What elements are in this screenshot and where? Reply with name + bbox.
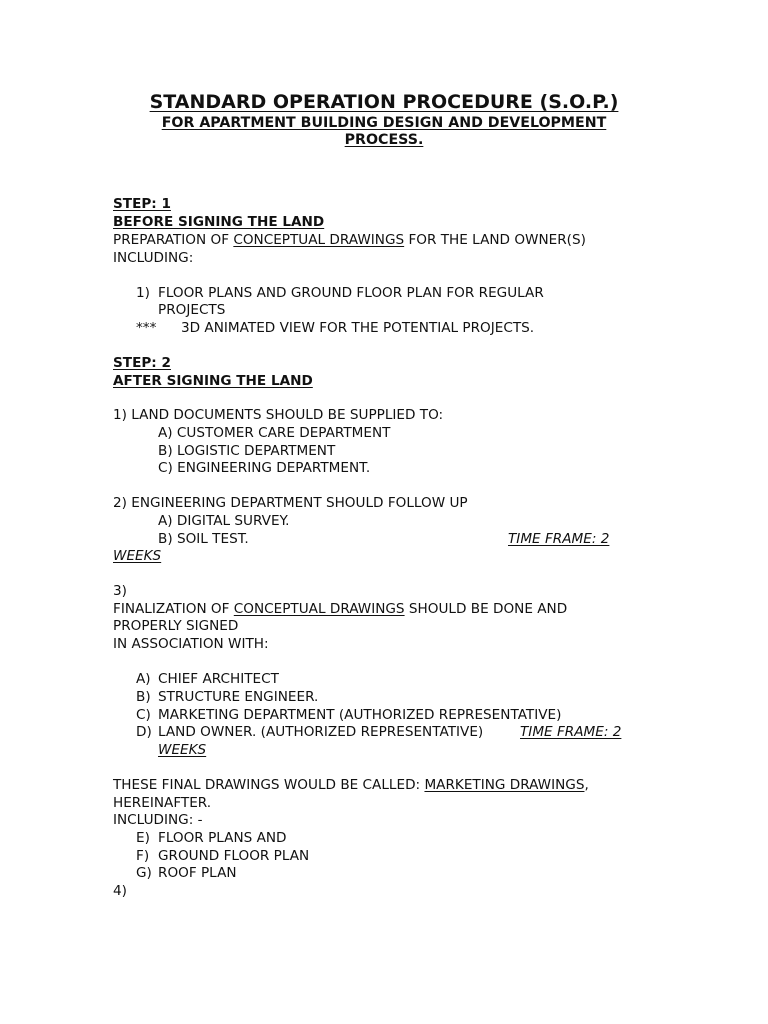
finalization-line [113,600,567,618]
list-item: A) DIGITAL SURVEY. [158,513,290,529]
final-drawings-text: THESE FINAL DRAWINGS WOULD BE CALLED: [113,777,425,793]
document-subtitle-line-2: PROCESS. [344,132,424,148]
including-line: INCLUDING: - [113,812,203,828]
step-2-point-2-intro: 2) ENGINEERING DEPARTMENT SHOULD FOLLOW UP [113,495,468,511]
list-marker: F) [136,848,150,864]
step-2-point-3-number: 3) [113,583,127,599]
document-subtitle-line-1: FOR APARTMENT BUILDING DESIGN AND DEVELOPMENT [161,115,607,131]
step-1-label: STEP: 1 [113,196,171,212]
list-marker: G) [136,865,152,881]
list-item: A) CUSTOMER CARE DEPARTMENT [158,425,391,441]
list-item: B) LOGISTIC DEPARTMENT [158,443,336,459]
list-item: STRUCTURE ENGINEER. [158,689,319,705]
step-1-item-1-line-1: FLOOR PLANS AND GROUND FLOOR PLAN FOR REGULAR [158,285,544,301]
time-frame-label: TIME FRAME: 2 [508,531,610,547]
step-1-heading: BEFORE SIGNING THE LAND [113,214,325,230]
list-item: C) ENGINEERING DEPARTMENT. [158,460,371,476]
step-1-item-2: 3D ANIMATED VIEW FOR THE POTENTIAL PROJECTS. [181,320,535,336]
list-marker: C) [136,707,151,723]
list-marker: 1) [136,285,150,301]
association-line: IN ASSOCIATION WITH: [113,636,269,652]
hereinafter-line: HEREINAFTER. [113,795,212,811]
list-item: FLOOR PLANS AND [158,830,287,846]
conceptual-drawings-term: CONCEPTUAL DRAWINGS [233,232,405,248]
step-2-point-4-number: 4) [113,883,127,899]
properly-signed-line: PROPERLY SIGNED [113,618,239,634]
list-marker: *** [136,320,157,336]
list-item: LAND OWNER. (AUTHORIZED REPRESENTATIVE) [158,724,484,740]
finalization-text: FINALIZATION OF [113,601,234,617]
step-2-heading: AFTER SIGNING THE LAND [113,373,313,389]
list-item: GROUND FLOOR PLAN [158,848,310,864]
time-frame-label: TIME FRAME: 2 [520,724,622,740]
step-1-item-1-line-2: PROJECTS [158,302,226,318]
list-item: ROOF PLAN [158,865,237,881]
step-2-point-1-intro: 1) LAND DOCUMENTS SHOULD BE SUPPLIED TO: [113,407,444,423]
preparation-text: PREPARATION OF [113,232,234,248]
land-owner-text: FOR THE LAND OWNER(S) [404,232,586,248]
step-1-including: INCLUDING: [113,250,194,266]
time-frame-weeks: WEEKS [158,742,207,758]
list-marker: B) [136,689,151,705]
list-marker: D) [136,724,152,740]
time-frame-weeks: WEEKS [113,548,162,564]
list-item: B) SOIL TEST. [158,531,249,547]
conceptual-drawings-term: CONCEPTUAL DRAWINGS [233,601,405,617]
step-1-preparation-line [113,231,586,249]
document-title: STANDARD OPERATION PROCEDURE (S.O.P.) [149,91,619,113]
list-item: MARKETING DEPARTMENT (AUTHORIZED REPRESENTATIVE) [158,707,562,723]
list-item: CHIEF ARCHITECT [158,671,279,687]
list-marker: E) [136,830,150,846]
step-2-label: STEP: 2 [113,355,171,371]
list-marker: A) [136,671,151,687]
marketing-drawings-term: MARKETING DRAWINGS [424,777,585,793]
final-drawings-line [113,776,589,794]
comma: , [584,777,589,793]
finalization-text-end: SHOULD BE DONE AND [404,601,568,617]
